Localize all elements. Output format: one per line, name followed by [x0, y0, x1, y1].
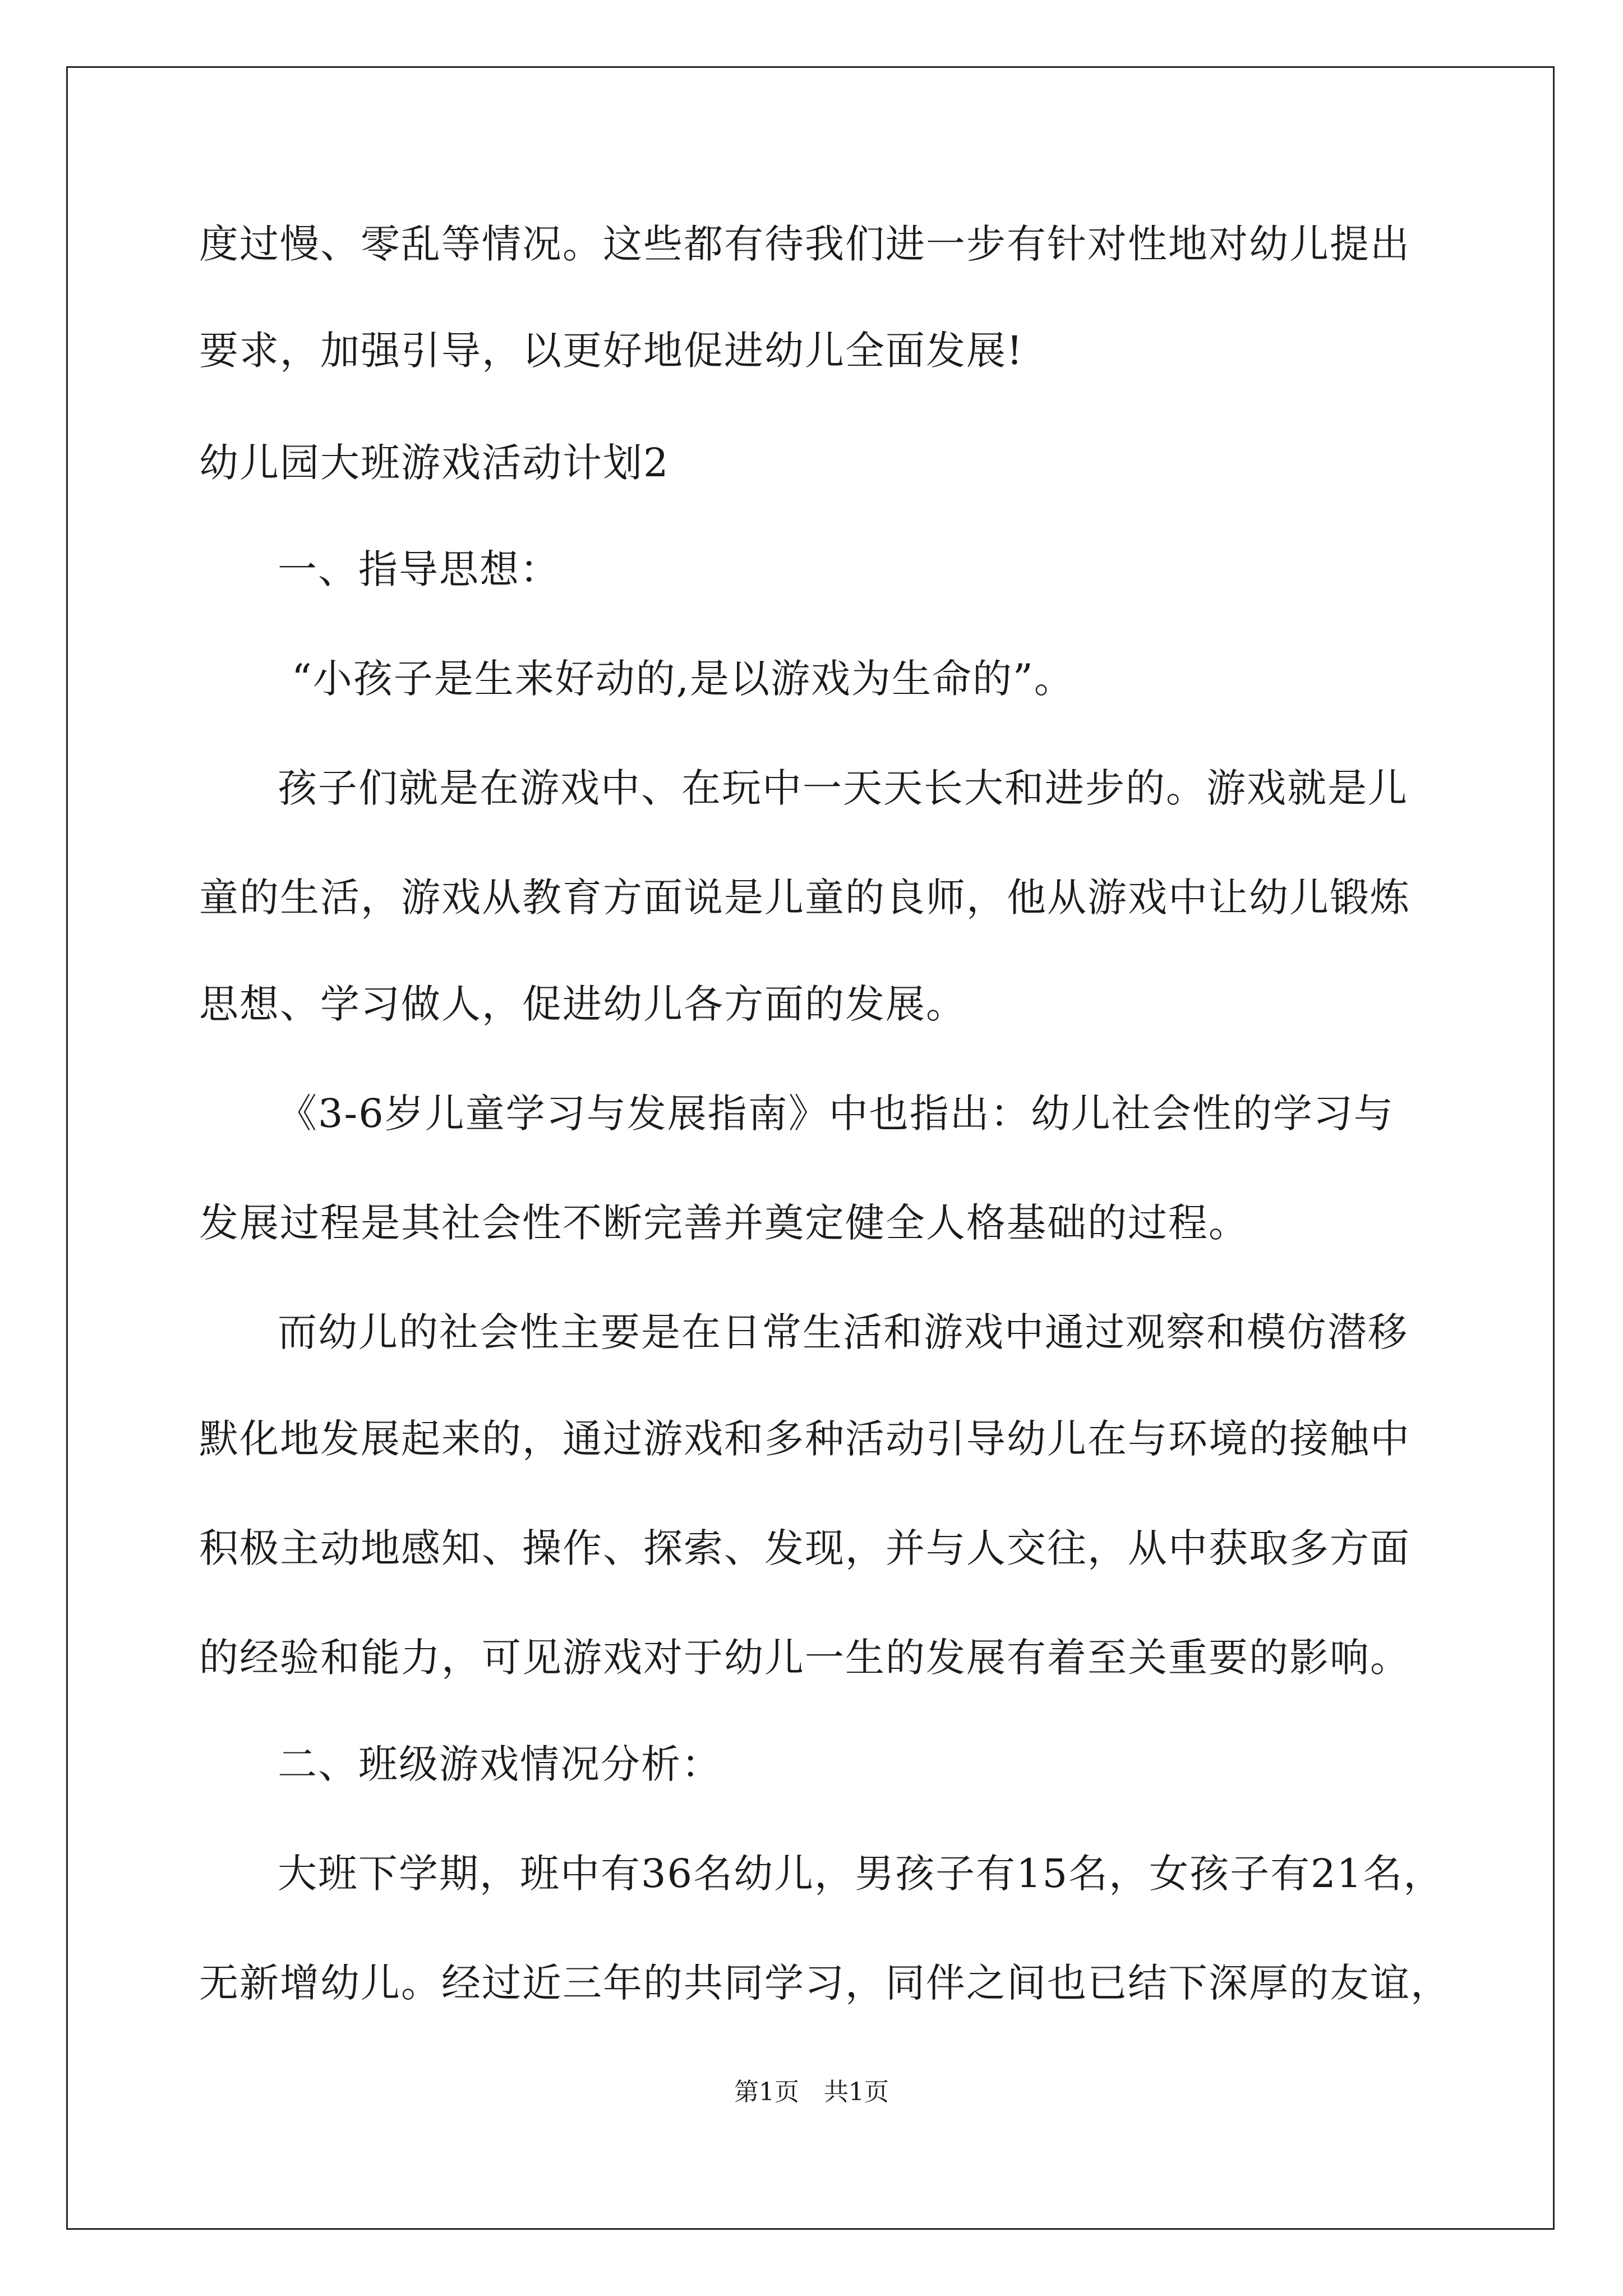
text-line: 孩子们就是在游戏中、在玩中一天天长大和进步的。游戏就是儿 — [278, 765, 1408, 811]
text-line: 要求，加强引导，以更好地促进幼儿全面发展! — [199, 328, 1024, 374]
page-footer — [0, 2076, 1623, 2109]
text-line: 思想、学习做人，促进幼儿各方面的发展。 — [199, 981, 966, 1027]
text-line: 《3-6岁儿童学习与发展指南》中也指出：幼儿社会性的学习与 — [278, 1091, 1394, 1137]
quote-line: “小孩子是生来好动的,是以游戏为生命的”。 — [292, 656, 1075, 702]
page-border — [66, 66, 1555, 2230]
text-line: 大班下学期，班中有36名幼儿，男孩子有15名，女孩子有21名， — [278, 1851, 1444, 1897]
text-line: 无新增幼儿。经过近三年的共同学习，同伴之间也已结下深厚的友谊， — [199, 1960, 1451, 2006]
text-line: 积极主动地感知、操作、探索、发现，并与人交往，从中获取多方面 — [199, 1525, 1410, 1571]
page-number: 第1页 — [734, 2078, 799, 2106]
heading-class-analysis: 二、班级游戏情况分析： — [278, 1741, 722, 1787]
page-total: 共1页 — [824, 2078, 889, 2106]
section-title: 幼儿园大班游戏活动计划2 — [199, 440, 670, 486]
text-line: 的经验和能力，可见游戏对于幼儿一生的发展有着至关重要的影响。 — [199, 1635, 1410, 1681]
text-line: 默化地发展起来的，通过游戏和多种活动引导幼儿在与环境的接触中 — [199, 1416, 1410, 1462]
text-line: 度过慢、零乱等情况。这些都有待我们进一步有针对性地对幼儿提出 — [199, 221, 1410, 267]
heading-guiding-idea: 一、指导思想： — [278, 546, 560, 592]
text-line: 发展过程是其社会性不断完善并奠定健全人格基础的过程。 — [199, 1200, 1249, 1246]
text-line: 童的生活，游戏从教育方面说是儿童的良师，他从游戏中让幼儿锻炼 — [199, 875, 1410, 921]
text-line: 而幼儿的社会性主要是在日常生活和游戏中通过观察和模仿潜移 — [278, 1309, 1408, 1355]
